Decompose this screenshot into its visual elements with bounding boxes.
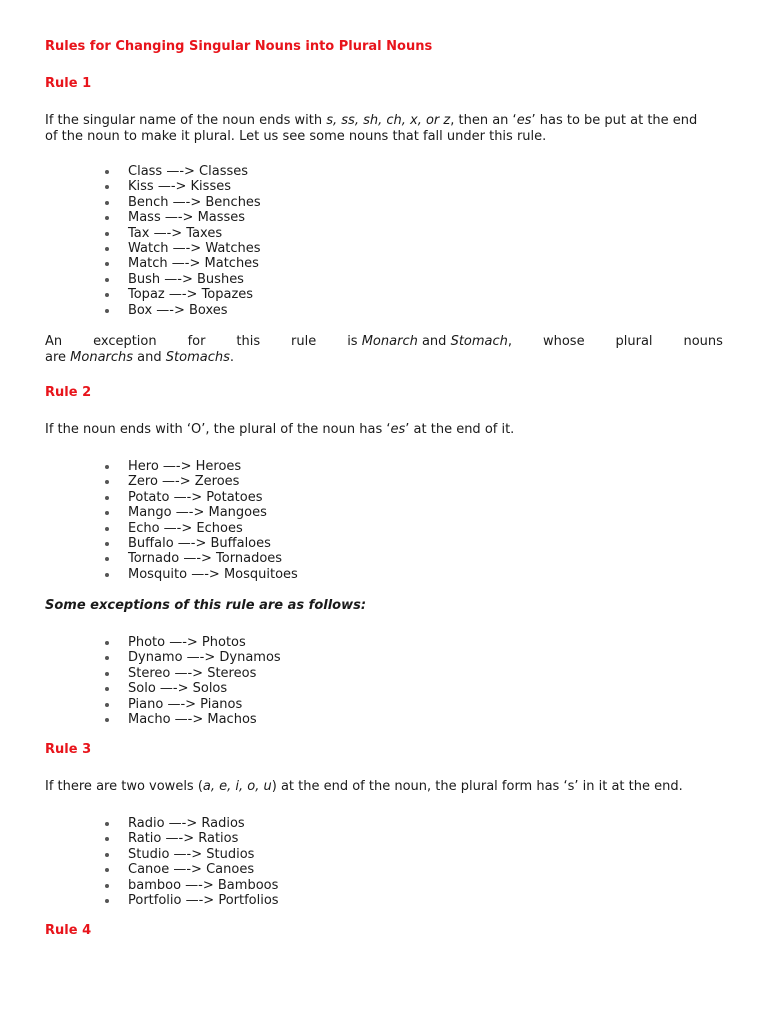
list-item-text: Piano —-> Pianos <box>128 696 243 712</box>
list-item <box>128 893 279 908</box>
list-item <box>128 816 279 831</box>
list-item-text: Watch —-> Watches <box>128 240 261 256</box>
text-run: If there are two vowels ( <box>45 779 203 794</box>
list-item <box>128 459 298 474</box>
list-item-text: Photo —-> Photos <box>128 635 246 650</box>
list-item-text: Mango —-> Mangoes <box>128 505 267 521</box>
word: this <box>236 334 261 349</box>
list-item-text: Mosquito —-> Mosquitoes <box>128 566 298 582</box>
text-run-italic: Monarchs <box>70 349 134 365</box>
bullet-icon <box>105 170 109 174</box>
rule-1-exception-line-1 <box>45 334 723 350</box>
list-item <box>128 210 261 225</box>
bullet-icon <box>105 480 109 484</box>
list-item <box>128 256 261 271</box>
list-item-text: Bench —-> Benches <box>128 194 261 210</box>
list-item-text: Echo —-> Echoes <box>128 520 243 536</box>
list-item-text: Zero —-> Zeroes <box>128 474 240 490</box>
text-run: If the noun ends with ‘O’, the plural of the noun has ‘ <box>45 422 391 437</box>
rule-2-exceptions-list <box>128 635 281 727</box>
text-run: , then an ‘ <box>450 113 517 128</box>
bullet-icon <box>105 718 109 722</box>
rule-1-list <box>128 164 261 318</box>
rule-3-intro-line <box>45 779 723 795</box>
list-item-text: Tax —-> Taxes <box>128 225 223 241</box>
bullet-icon <box>105 557 109 561</box>
text-run: ’ at the end of it. <box>405 422 515 437</box>
bullet-icon <box>105 201 109 205</box>
phrase <box>347 334 512 350</box>
text-run: . <box>229 349 235 365</box>
bullet-icon <box>105 822 109 826</box>
rule-2-heading: Rule 2 <box>45 385 92 400</box>
list-item <box>128 878 279 893</box>
bullet-icon <box>105 687 109 691</box>
list-item <box>128 195 261 210</box>
word: nouns <box>683 334 723 349</box>
list-item-text: Portfolio —-> Portfolios <box>128 892 279 908</box>
list-item <box>128 536 298 551</box>
rule-2-intro-line <box>45 422 723 438</box>
bullet-icon <box>105 278 109 282</box>
text-run: and <box>133 349 166 365</box>
list-item <box>128 635 281 650</box>
rule-1-intro <box>45 113 723 144</box>
bullet-icon <box>105 868 109 872</box>
list-item-text: Topaz —-> Topazes <box>128 287 254 303</box>
word: plural <box>615 334 653 349</box>
bullet-icon <box>105 527 109 531</box>
text-run: ’ has to be put at the end <box>531 113 698 128</box>
text-run: If the singular name of the noun ends with <box>45 113 327 128</box>
rule-1-exception-line-2 <box>45 350 723 366</box>
bullet-icon <box>105 672 109 676</box>
text-run: , <box>507 334 513 349</box>
list-item-text: Solo —-> Solos <box>128 681 228 697</box>
list-item-text: Class —-> Classes <box>128 164 249 179</box>
rule-1-intro-line-1 <box>45 113 723 129</box>
text-run: and <box>417 334 451 349</box>
list-item <box>128 164 261 179</box>
list-item <box>128 303 261 318</box>
list-item <box>128 226 261 241</box>
rule-2-exceptions-heading: Some exceptions of this rule are as follows: <box>45 598 367 613</box>
word: exception <box>93 334 157 349</box>
list-item <box>128 521 298 536</box>
bullet-icon <box>105 185 109 189</box>
bullet-icon <box>105 837 109 841</box>
bullet-icon <box>105 542 109 546</box>
bullet-icon <box>105 703 109 707</box>
rule-2-intro <box>45 422 723 438</box>
bullet-icon <box>105 293 109 297</box>
list-item <box>128 567 298 582</box>
list-item-text: Radio —-> Radios <box>128 816 245 831</box>
word: for <box>187 334 206 349</box>
list-item <box>128 287 261 302</box>
bullet-icon <box>105 496 109 500</box>
list-item-text: Hero —-> Heroes <box>128 459 242 474</box>
rule-2-list <box>128 459 298 582</box>
list-item <box>128 490 298 505</box>
bullet-icon <box>105 641 109 645</box>
list-item-text: Dynamo —-> Dynamos <box>128 650 281 666</box>
bullet-icon <box>105 309 109 313</box>
rule-3-list <box>128 816 279 908</box>
text-run-italic: es <box>516 113 532 128</box>
list-item-text: Bush —-> Bushes <box>128 271 244 287</box>
text-run-italic: s, ss, sh, ch, x, or z <box>326 113 451 128</box>
rule-1-intro-line-2: of the noun to make it plural. Let us see some nouns that fall under this rule. <box>45 128 547 144</box>
bullet-icon <box>105 465 109 469</box>
text-run: is <box>347 334 362 349</box>
rule-3-intro <box>45 779 723 795</box>
rule-4-heading: Rule 4 <box>45 923 92 938</box>
bullet-icon <box>105 262 109 266</box>
text-run-italic: a, e, i, o, u <box>202 779 272 794</box>
bullet-icon <box>105 232 109 236</box>
list-item-text: Studio —-> Studios <box>128 846 255 862</box>
list-item-text: Ratio —-> Ratios <box>128 831 239 847</box>
list-item-text: Canoe —-> Canoes <box>128 862 255 878</box>
text-run: ) at the end of the noun, the plural form has ‘s’ in it at the end. <box>271 779 683 794</box>
list-item <box>128 474 298 489</box>
rule-3-heading: Rule 3 <box>45 742 92 757</box>
list-item <box>128 831 279 846</box>
bullet-icon <box>105 884 109 888</box>
list-item-text: Match —-> Matches <box>128 256 259 272</box>
list-item-text: Kiss —-> Kisses <box>128 179 231 195</box>
word: whose <box>542 334 585 349</box>
bullet-icon <box>105 511 109 515</box>
text-run-italic: Monarch <box>361 334 418 349</box>
bullet-icon <box>105 247 109 251</box>
list-item <box>128 681 281 696</box>
list-item <box>128 551 298 566</box>
document-title: Rules for Changing Singular Nouns into Plural Nouns <box>45 39 433 54</box>
list-item <box>128 505 298 520</box>
list-item <box>128 272 261 287</box>
list-item-text: Macho —-> Machos <box>128 711 257 727</box>
list-item <box>128 241 261 256</box>
word: An <box>45 334 63 349</box>
list-item-text: Buffalo —-> Buffaloes <box>128 535 271 551</box>
bullet-icon <box>105 853 109 857</box>
list-item-text: Tornado —-> Tornadoes <box>128 551 283 567</box>
list-item-text: Stereo —-> Stereos <box>128 665 257 681</box>
rule-1-heading: Rule 1 <box>45 76 92 91</box>
text-run-italic: es <box>390 422 406 437</box>
list-item <box>128 847 279 862</box>
list-item <box>128 666 281 681</box>
list-item-text: Mass —-> Masses <box>128 210 246 226</box>
list-item <box>128 697 281 712</box>
text-run-italic: Stomachs <box>165 349 230 365</box>
bullet-icon <box>105 899 109 903</box>
text-run: are <box>45 349 71 365</box>
list-item-text: Box —-> Boxes <box>128 302 228 318</box>
bullet-icon <box>105 573 109 577</box>
list-item <box>128 650 281 665</box>
word: rule <box>291 334 317 349</box>
bullet-icon <box>105 216 109 220</box>
list-item <box>128 712 281 727</box>
bullet-icon <box>105 656 109 660</box>
list-item-text: Potato —-> Potatoes <box>128 489 263 505</box>
list-item <box>128 862 279 877</box>
rule-1-exception <box>45 334 723 365</box>
list-item <box>128 179 261 194</box>
list-item-text: bamboo —-> Bamboos <box>128 877 279 893</box>
text-run-italic: Stomach <box>450 334 508 349</box>
